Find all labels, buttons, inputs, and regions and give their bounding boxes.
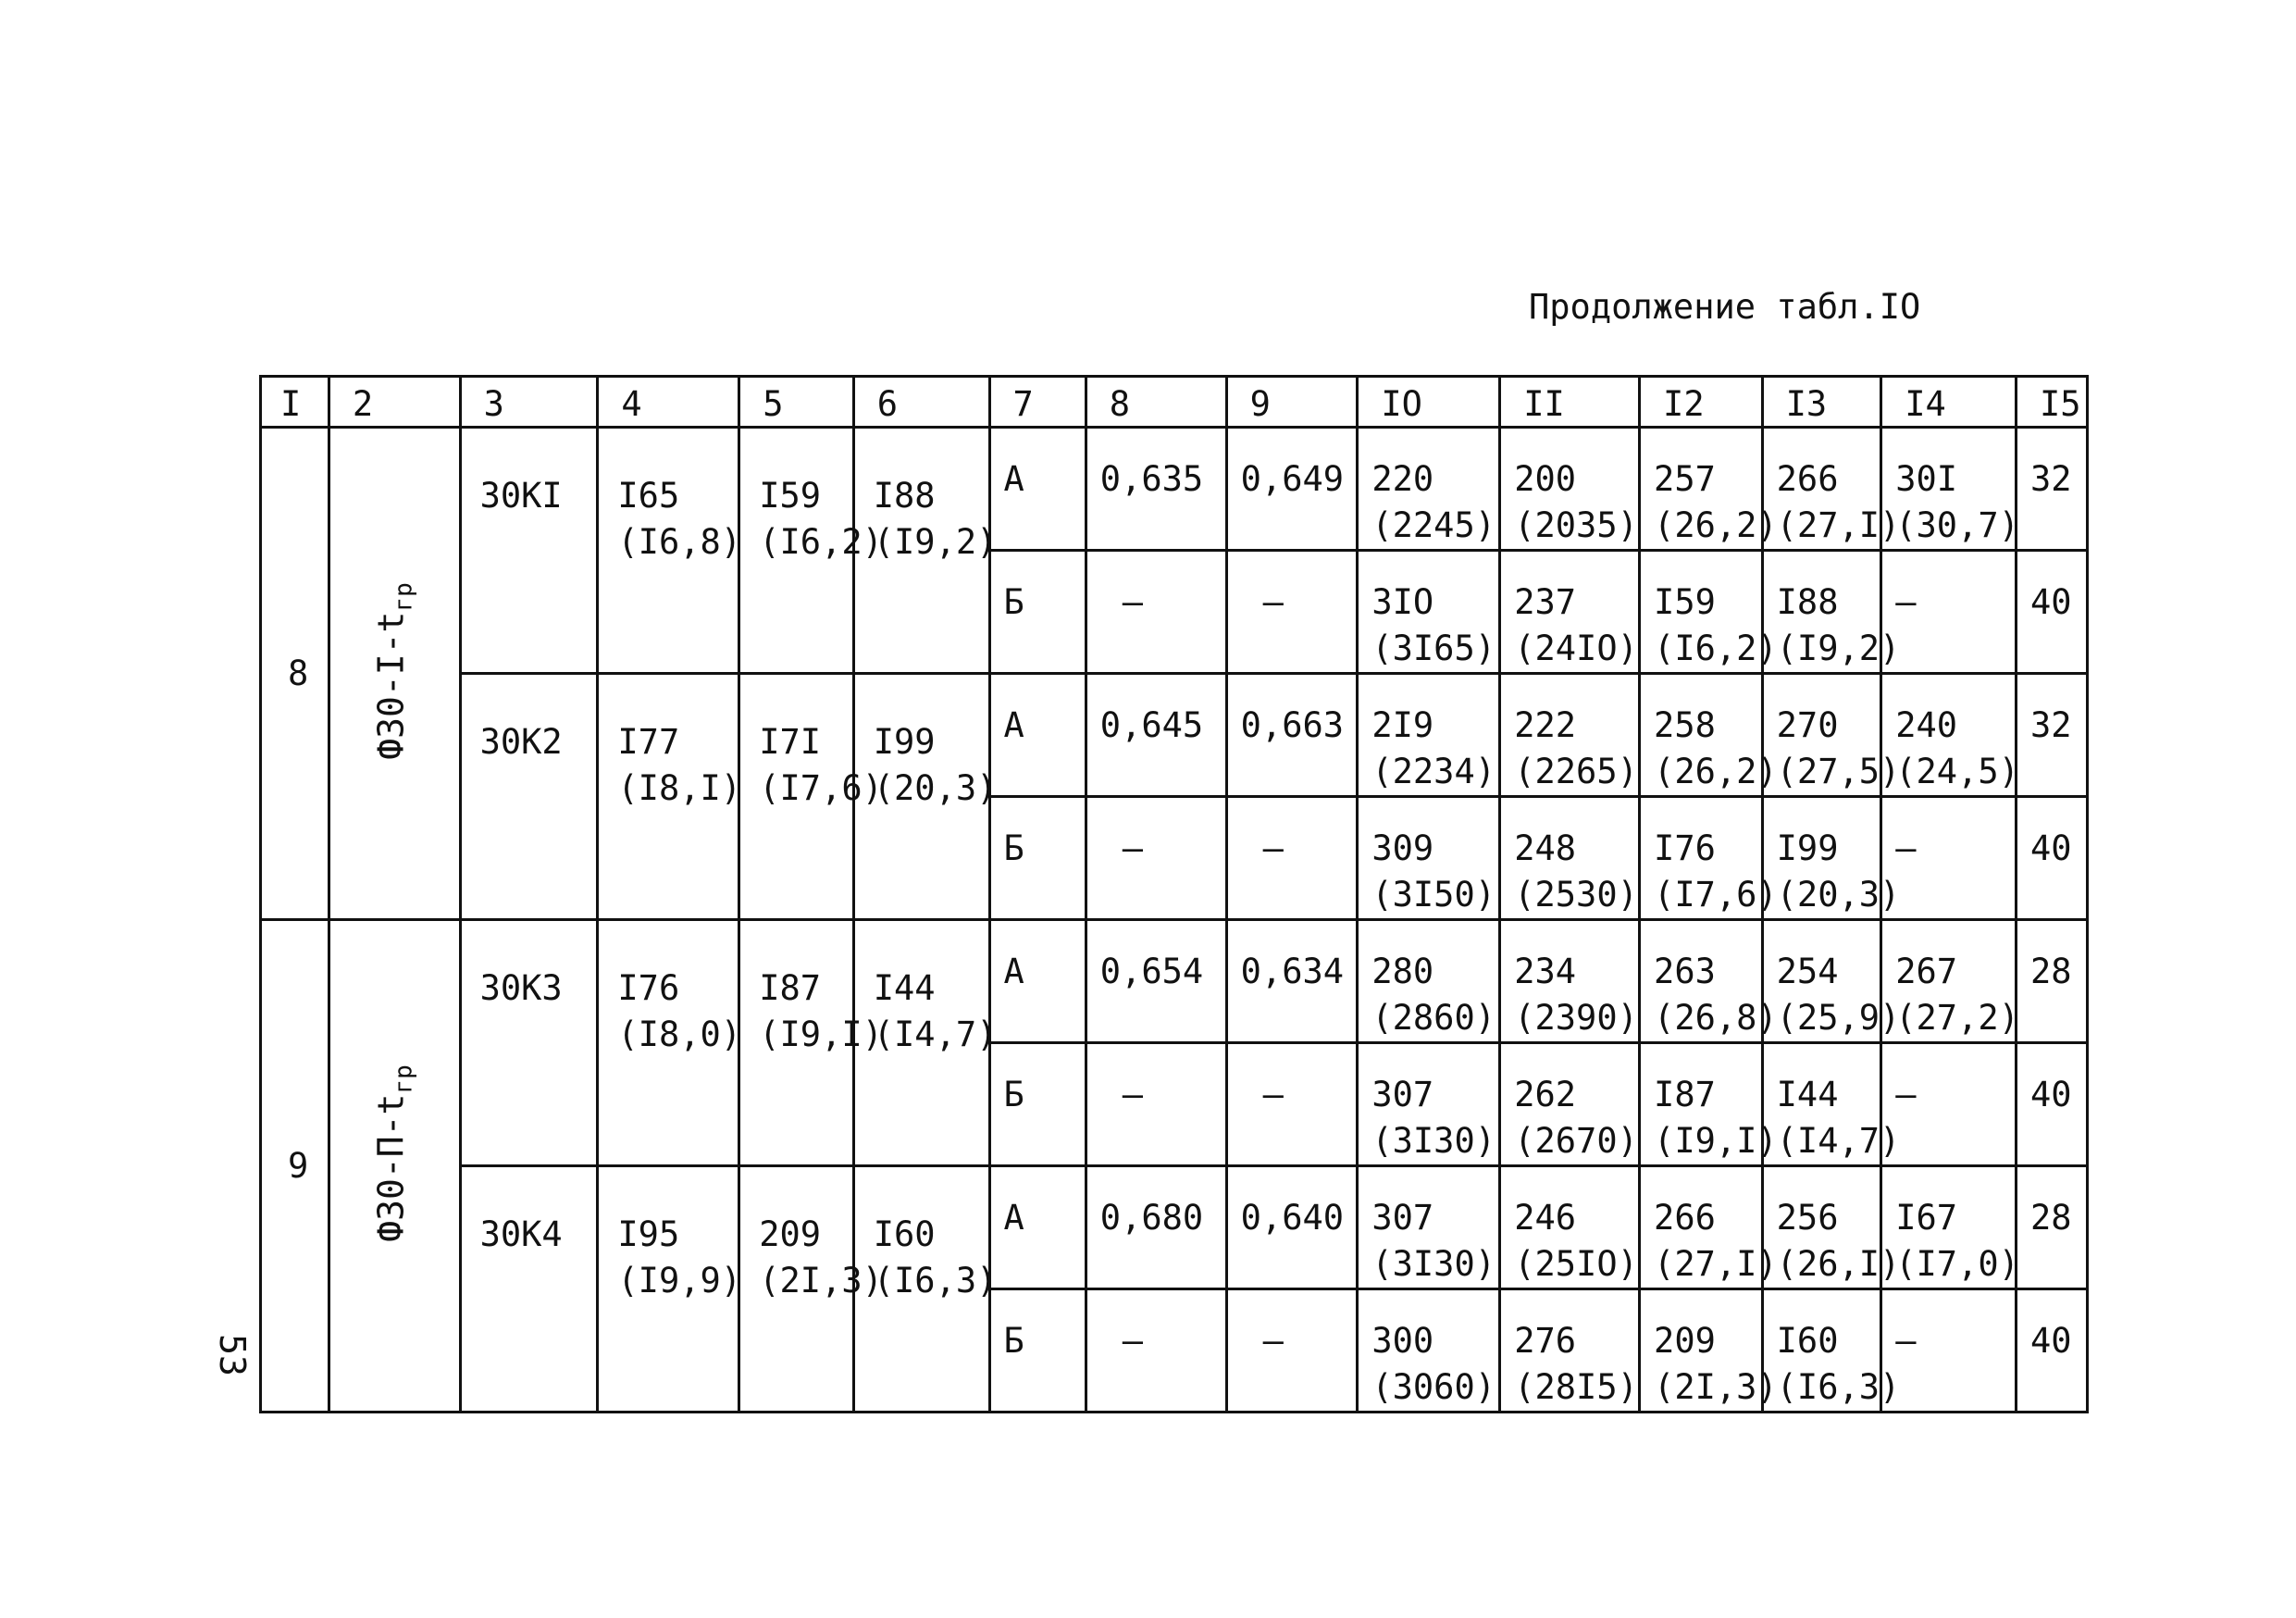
cell-text: 0,635 — [1099, 459, 1204, 499]
cell-text: Б — [1003, 1075, 1024, 1114]
cell-text: 28 — [2029, 1198, 2072, 1238]
merged-value-line: (I8,I) — [617, 768, 742, 808]
cell-c15 — [2016, 551, 2087, 674]
cell-c7 — [989, 428, 1086, 551]
cell-text: 0,663 — [1240, 705, 1345, 745]
table-row — [261, 1166, 2088, 1289]
cell-c15 — [2016, 1289, 2087, 1413]
group-type-label — [371, 1064, 418, 1241]
cell-text: – — [1122, 1321, 1144, 1361]
cell-c13 — [1762, 1289, 1901, 1413]
header-cell: 5 — [739, 377, 854, 428]
group-number-text: 9 — [288, 1146, 309, 1186]
header-cell: 8 — [1086, 377, 1226, 428]
cell-line: (27,2) — [1895, 998, 2019, 1038]
cell-line: I76 — [1654, 828, 1716, 868]
cell-line: – — [1895, 1075, 1917, 1114]
merged-value-line: (I8,0) — [617, 1014, 742, 1054]
cell-text: Б — [1003, 1321, 1024, 1361]
cell-line: (26,2) — [1654, 752, 1778, 791]
header-cell: IO — [1358, 377, 1500, 428]
cell-c11 — [1500, 551, 1640, 674]
table-caption: Продолжение табл.IO — [1529, 287, 1921, 327]
cell-line: (24,5) — [1895, 752, 2019, 791]
table-row — [261, 920, 2088, 1043]
cell-line: (2245) — [1371, 505, 1496, 545]
cell-line: 240 — [1895, 705, 1958, 745]
cell-c7 — [989, 1043, 1086, 1166]
cell-line: 237 — [1514, 582, 1577, 622]
cell-line: (I6,2) — [1654, 629, 1778, 668]
merged-value-line: (I7,6) — [759, 768, 883, 808]
cell-c9 — [1226, 428, 1358, 551]
cell-line: 254 — [1776, 952, 1839, 991]
cell-line: (I4,7) — [1776, 1121, 1901, 1161]
cell-line: (I7,6) — [1654, 875, 1778, 915]
cell-c12 — [1640, 674, 1778, 797]
cell-line: 200 — [1514, 459, 1577, 499]
cell-line: – — [1895, 582, 1917, 622]
cell-line: 209 — [1654, 1321, 1716, 1361]
header-cell: I3 — [1762, 377, 1881, 428]
cell-text: – — [1122, 582, 1144, 622]
cell-line: I99 — [1776, 828, 1839, 868]
cell-c10 — [1358, 797, 1500, 920]
cell-line: 220 — [1371, 459, 1434, 499]
group-type-wrap — [330, 429, 459, 914]
cell-line: 270 — [1776, 705, 1839, 745]
cell-line: 222 — [1514, 705, 1577, 745]
cell-text: – — [1262, 828, 1284, 868]
header-cell: 2 — [329, 377, 460, 428]
cell-line: – — [1895, 1321, 1917, 1361]
cell-c9 — [1226, 920, 1358, 1043]
cell-text: 0,654 — [1099, 952, 1204, 991]
group-type — [329, 920, 460, 1413]
cell-c15 — [2016, 1166, 2087, 1289]
merged-value-line: (I6,2) — [759, 522, 883, 562]
group-type-main: Ф30-П-t — [370, 1093, 412, 1242]
cell-line: 258 — [1654, 705, 1716, 745]
cell-c7 — [989, 1289, 1086, 1413]
cell-c9 — [1226, 551, 1358, 674]
merged-value-line: I7I — [759, 722, 822, 762]
merged-value-line: I59 — [759, 476, 822, 516]
cell-c13 — [1762, 551, 1901, 674]
cell-line: (2I,3) — [1654, 1367, 1778, 1407]
grade-code — [460, 1166, 598, 1413]
cell-c14 — [1881, 428, 2017, 551]
merged-value-c5 — [739, 920, 883, 1166]
merged-value-c5 — [739, 428, 883, 674]
cell-line: 307 — [1371, 1198, 1434, 1238]
cell-text: – — [1262, 582, 1284, 622]
merged-value-c6 — [853, 674, 998, 920]
cell-text: 0,645 — [1099, 705, 1204, 745]
cell-c10 — [1358, 551, 1500, 674]
cell-c7 — [989, 674, 1086, 797]
cell-text: А — [1003, 459, 1024, 499]
cell-line: (2035) — [1514, 505, 1638, 545]
cell-c11 — [1500, 674, 1640, 797]
cell-line: (3I65) — [1371, 629, 1496, 668]
cell-line: (2265) — [1514, 752, 1638, 791]
cell-line: – — [1895, 828, 1917, 868]
group-type-wrap — [330, 921, 459, 1386]
grade-code — [460, 920, 598, 1166]
merged-value-c5 — [739, 1166, 883, 1413]
cell-text: 0,634 — [1240, 952, 1345, 991]
merged-value-c6 — [853, 428, 998, 674]
table-row — [261, 674, 2088, 797]
cell-c15 — [2016, 920, 2087, 1043]
cell-line: 307 — [1371, 1075, 1434, 1114]
grade-code — [460, 674, 598, 920]
cell-text: 0,649 — [1240, 459, 1345, 499]
group-number-text: 8 — [288, 653, 309, 693]
cell-c15 — [2016, 1043, 2087, 1166]
cell-c9 — [1226, 1289, 1358, 1413]
merged-value-line: I88 — [873, 476, 936, 516]
cell-text: 28 — [2029, 952, 2072, 991]
cell-c10 — [1358, 1043, 1500, 1166]
cell-c14 — [1881, 1289, 2017, 1413]
merged-value-line: I77 — [617, 722, 680, 762]
group-number — [261, 428, 329, 920]
header-cell: I5 — [2016, 377, 2087, 428]
cell-line: (25,9) — [1776, 998, 1901, 1038]
cell-c11 — [1500, 797, 1640, 920]
merged-value-c4 — [598, 428, 742, 674]
cell-line: (3I30) — [1371, 1244, 1496, 1284]
merged-value-line: I60 — [873, 1214, 936, 1254]
grade-code-text: 30K3 — [479, 968, 563, 1008]
cell-line: I67 — [1895, 1198, 1958, 1238]
grade-code — [460, 428, 598, 674]
cell-c11 — [1500, 1289, 1640, 1413]
cell-line: 246 — [1514, 1198, 1577, 1238]
cell-line: (24IO) — [1514, 629, 1638, 668]
cell-line: (3I30) — [1371, 1121, 1496, 1161]
cell-c7 — [989, 797, 1086, 920]
cell-c8 — [1086, 1043, 1226, 1166]
merged-value-c6 — [853, 920, 998, 1166]
header-cell: 9 — [1226, 377, 1358, 428]
cell-line: (28I5) — [1514, 1367, 1638, 1407]
cell-c8 — [1086, 1289, 1226, 1413]
group-type — [329, 428, 460, 920]
cell-line: 234 — [1514, 952, 1577, 991]
cell-line: (30,7) — [1895, 505, 2019, 545]
cell-line: I44 — [1776, 1075, 1839, 1114]
cell-c9 — [1226, 674, 1358, 797]
cell-c8 — [1086, 551, 1226, 674]
cell-c14 — [1881, 674, 2017, 797]
cell-c12 — [1640, 1043, 1778, 1166]
merged-value-line: (2I,3) — [759, 1261, 883, 1301]
group-type-subscript: гр — [390, 582, 418, 612]
cell-text: – — [1122, 1075, 1144, 1114]
cell-line: 2I9 — [1371, 705, 1434, 745]
cell-line: 30I — [1895, 459, 1958, 499]
cell-c11 — [1500, 1043, 1640, 1166]
cell-text: Б — [1003, 582, 1024, 622]
header-cell: 7 — [989, 377, 1086, 428]
table-row — [261, 428, 2088, 551]
cell-c11 — [1500, 428, 1640, 551]
cell-line: (26,I) — [1776, 1244, 1901, 1284]
cell-text: А — [1003, 952, 1024, 991]
cell-line: (I7,0) — [1895, 1244, 2019, 1284]
cell-c7 — [989, 551, 1086, 674]
cell-text: – — [1262, 1321, 1284, 1361]
cell-c7 — [989, 920, 1086, 1043]
cell-line: 309 — [1371, 828, 1434, 868]
merged-value-line: (20,3) — [873, 768, 998, 808]
header-cell: II — [1500, 377, 1640, 428]
cell-c7 — [989, 1166, 1086, 1289]
merged-value-line: (I9,I) — [759, 1014, 883, 1054]
cell-text: 40 — [2029, 1321, 2072, 1361]
cell-line: (20,3) — [1776, 875, 1901, 915]
grade-code-text: 30K4 — [479, 1214, 563, 1254]
merged-value-line: (I4,7) — [873, 1014, 998, 1054]
merged-value-line: I65 — [617, 476, 680, 516]
cell-c15 — [2016, 674, 2087, 797]
cell-text: – — [1122, 828, 1144, 868]
merged-value-c5 — [739, 674, 883, 920]
cell-c9 — [1226, 1166, 1358, 1289]
cell-c12 — [1640, 428, 1778, 551]
cell-line: I88 — [1776, 582, 1839, 622]
cell-c14 — [1881, 1043, 2017, 1166]
grade-code-text: 30KI — [479, 476, 563, 516]
cell-c13 — [1762, 674, 1901, 797]
cell-c10 — [1358, 1166, 1500, 1289]
cell-c13 — [1762, 920, 1901, 1043]
merged-value-line: I76 — [617, 968, 680, 1008]
header-cell: 4 — [598, 377, 739, 428]
grade-code-text: 30K2 — [479, 722, 563, 762]
group-type-label — [371, 582, 418, 759]
cell-c12 — [1640, 1166, 1778, 1289]
cell-line: 256 — [1776, 1198, 1839, 1238]
cell-text: 40 — [2029, 582, 2072, 622]
cell-line: (2234) — [1371, 752, 1496, 791]
cell-text: 40 — [2029, 1075, 2072, 1114]
merged-value-line: I95 — [617, 1214, 680, 1254]
cell-c10 — [1358, 920, 1500, 1043]
cell-line: 248 — [1514, 828, 1577, 868]
cell-c14 — [1881, 1166, 2017, 1289]
cell-c8 — [1086, 674, 1226, 797]
cell-text: А — [1003, 1198, 1024, 1238]
cell-line: (27,I) — [1776, 505, 1901, 545]
merged-value-line: I99 — [873, 722, 936, 762]
header-cell: I — [261, 377, 329, 428]
group-type-main: Ф30-I-t — [370, 611, 412, 760]
merged-value-c6 — [853, 1166, 998, 1413]
cell-line: (3I50) — [1371, 875, 1496, 915]
cell-line: (27,I) — [1654, 1244, 1778, 1284]
cell-c15 — [2016, 797, 2087, 920]
header-cell: I2 — [1640, 377, 1763, 428]
cell-line: (2860) — [1371, 998, 1496, 1038]
cell-c15 — [2016, 428, 2087, 551]
cell-c14 — [1881, 920, 2017, 1043]
cell-c13 — [1762, 428, 1901, 551]
cell-line: (26,2) — [1654, 505, 1778, 545]
cell-line: 276 — [1514, 1321, 1577, 1361]
cell-line: I87 — [1654, 1075, 1716, 1114]
cell-c11 — [1500, 920, 1640, 1043]
merged-value-line: (I9,2) — [873, 522, 998, 562]
cell-c8 — [1086, 428, 1226, 551]
page-number: 53 — [211, 1334, 253, 1376]
data-table — [259, 375, 2089, 1413]
merged-value-c4 — [598, 674, 742, 920]
cell-c10 — [1358, 1289, 1500, 1413]
merged-value-line: (I6,3) — [873, 1261, 998, 1301]
cell-line: 280 — [1371, 952, 1434, 991]
cell-line: I59 — [1654, 582, 1716, 622]
merged-value-line: I87 — [759, 968, 822, 1008]
cell-c8 — [1086, 797, 1226, 920]
cell-text: А — [1003, 705, 1024, 745]
cell-line: (2530) — [1514, 875, 1638, 915]
cell-c8 — [1086, 1166, 1226, 1289]
cell-text: 0,680 — [1099, 1198, 1204, 1238]
cell-c12 — [1640, 551, 1778, 674]
group-number — [261, 920, 329, 1413]
cell-c9 — [1226, 797, 1358, 920]
cell-text: 32 — [2029, 459, 2072, 499]
cell-c13 — [1762, 1166, 1901, 1289]
cell-line: 300 — [1371, 1321, 1434, 1361]
cell-line: 262 — [1514, 1075, 1577, 1114]
cell-c11 — [1500, 1166, 1640, 1289]
cell-c13 — [1762, 797, 1901, 920]
cell-line: (25IO) — [1514, 1244, 1638, 1284]
cell-c12 — [1640, 920, 1778, 1043]
merged-value-line: (I6,8) — [617, 522, 742, 562]
merged-value-line: I44 — [873, 968, 936, 1008]
header-row — [261, 377, 2088, 428]
group-type-subscript: гр — [390, 1064, 418, 1094]
cell-c12 — [1640, 1289, 1778, 1413]
cell-text: 40 — [2029, 828, 2072, 868]
cell-line: (27,5) — [1776, 752, 1901, 791]
cell-line: 266 — [1776, 459, 1839, 499]
cell-c12 — [1640, 797, 1778, 920]
header-cell: 3 — [460, 377, 598, 428]
cell-c10 — [1358, 428, 1500, 551]
merged-value-line: 209 — [759, 1214, 822, 1254]
cell-line: (I9,2) — [1776, 629, 1901, 668]
cell-line: 263 — [1654, 952, 1716, 991]
cell-c14 — [1881, 797, 2017, 920]
cell-line: (2670) — [1514, 1121, 1638, 1161]
header-cell: I4 — [1881, 377, 2017, 428]
cell-text: 32 — [2029, 705, 2072, 745]
cell-c9 — [1226, 1043, 1358, 1166]
cell-line: 257 — [1654, 459, 1716, 499]
cell-text: – — [1262, 1075, 1284, 1114]
cell-c13 — [1762, 1043, 1901, 1166]
cell-c8 — [1086, 920, 1226, 1043]
cell-line: (3060) — [1371, 1367, 1496, 1407]
merged-value-c4 — [598, 1166, 742, 1413]
cell-c14 — [1881, 551, 2017, 674]
cell-line: 266 — [1654, 1198, 1716, 1238]
cell-text: Б — [1003, 828, 1024, 868]
cell-line: (2390) — [1514, 998, 1638, 1038]
cell-line: I60 — [1776, 1321, 1839, 1361]
cell-line: (I6,3) — [1776, 1367, 1901, 1407]
cell-line: (26,8) — [1654, 998, 1778, 1038]
cell-line: (I9,I) — [1654, 1121, 1778, 1161]
cell-line: 267 — [1895, 952, 1958, 991]
merged-value-c4 — [598, 920, 742, 1166]
header-cell: 6 — [853, 377, 989, 428]
cell-line: 3IO — [1371, 582, 1434, 622]
merged-value-line: (I9,9) — [617, 1261, 742, 1301]
cell-text: 0,640 — [1240, 1198, 1345, 1238]
cell-c10 — [1358, 674, 1500, 797]
